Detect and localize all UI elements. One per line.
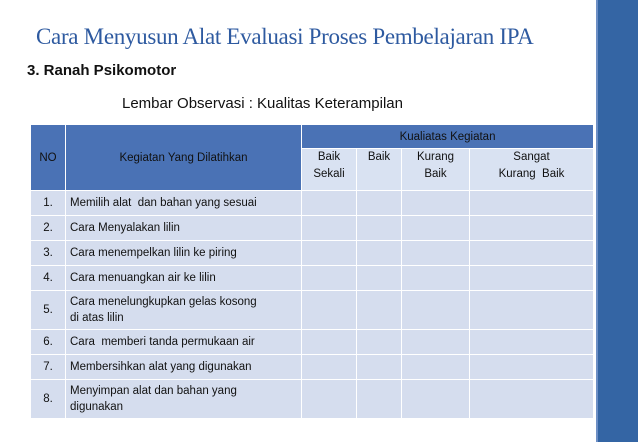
table-row: [31, 241, 594, 266]
rating-cell[interactable]: [402, 216, 470, 241]
rating-line1: Kurang: [416, 151, 455, 163]
section-heading: 3. Ranah Psikomotor: [27, 62, 177, 79]
table-row: [31, 216, 594, 241]
header-activity: Kegiatan Yang Dilatihkan: [66, 125, 302, 191]
row-number: 3.: [31, 241, 66, 266]
header-no: NO: [31, 125, 66, 191]
rating-cell[interactable]: [470, 191, 594, 216]
rating-cell[interactable]: [302, 191, 357, 216]
rating-cell[interactable]: [357, 330, 402, 355]
rating-line1: Baik: [317, 151, 341, 163]
rating-cell[interactable]: [357, 216, 402, 241]
rating-cell[interactable]: [470, 355, 594, 380]
activity-text: Memilih alat dan bahan yang sesuai: [70, 197, 257, 209]
row-number: 6.: [31, 330, 66, 355]
observation-table: [30, 124, 594, 419]
rating-cell[interactable]: [402, 291, 470, 330]
row-activity: [66, 330, 302, 355]
row-number: 1.: [31, 191, 66, 216]
rating-line2: Kurang Baik: [498, 168, 565, 180]
row-activity: [66, 216, 302, 241]
rating-cell[interactable]: [402, 266, 470, 291]
table-row: [31, 355, 594, 380]
row-activity: [66, 291, 302, 330]
header-rating-sangat-kurang-baik: [470, 149, 594, 191]
slide-title: Cara Menyusun Alat Evaluasi Proses Pembelajaran IPA: [36, 24, 534, 49]
rating-cell[interactable]: [357, 266, 402, 291]
row-activity: [66, 355, 302, 380]
rating-cell[interactable]: [302, 330, 357, 355]
table-row: [31, 291, 594, 330]
table-row: [31, 330, 594, 355]
rating-cell[interactable]: [302, 241, 357, 266]
row-activity: [66, 241, 302, 266]
row-activity: [66, 380, 302, 419]
rating-cell[interactable]: [357, 355, 402, 380]
slide-side-bar: [596, 0, 638, 442]
activity-text: Membersihkan alat yang digunakan: [70, 361, 252, 373]
activity-text: Cara menelungkupkan gelas kosong: [70, 296, 257, 308]
header-quality-group: Kualiatas Kegiatan: [302, 125, 594, 149]
row-number: 2.: [31, 216, 66, 241]
rating-line2: Baik: [424, 168, 447, 180]
table-caption: Lembar Observasi : Kualitas Keterampilan: [122, 95, 403, 112]
row-number: 4.: [31, 266, 66, 291]
activity-text: Cara Menyalakan lilin: [70, 222, 180, 234]
table-row: [31, 266, 594, 291]
rating-cell[interactable]: [470, 330, 594, 355]
rating-cell[interactable]: [470, 241, 594, 266]
activity-text: Cara memberi tanda permukaan air: [70, 336, 255, 348]
rating-cell[interactable]: [470, 380, 594, 419]
rating-cell[interactable]: [357, 241, 402, 266]
activity-text: Menyimpan alat dan bahan yang: [70, 385, 237, 397]
rating-cell[interactable]: [302, 355, 357, 380]
rating-cell[interactable]: [302, 216, 357, 241]
rating-cell[interactable]: [302, 291, 357, 330]
rating-cell[interactable]: [402, 241, 470, 266]
rating-cell[interactable]: [402, 380, 470, 419]
rating-cell[interactable]: [357, 191, 402, 216]
rating-cell[interactable]: [470, 266, 594, 291]
rating-cell[interactable]: [302, 266, 357, 291]
activity-text: Cara menuangkan air ke lilin: [70, 272, 216, 284]
table-row: [31, 191, 594, 216]
row-number: 5.: [31, 291, 66, 330]
row-number: 7.: [31, 355, 66, 380]
rating-cell[interactable]: [470, 216, 594, 241]
rating-line2: Sekali: [313, 168, 345, 180]
side-bar-accent: [596, 0, 598, 442]
activity-text: digunakan: [70, 401, 124, 413]
table-row: [31, 380, 594, 419]
activity-text: Cara menempelkan lilin ke piring: [70, 247, 237, 259]
activity-text: di atas lilin: [70, 312, 124, 324]
header-rating-kurang-baik: [402, 149, 470, 191]
rating-cell[interactable]: [402, 355, 470, 380]
row-activity: [66, 266, 302, 291]
rating-cell[interactable]: [357, 380, 402, 419]
header-rating-baik-sekali: [302, 149, 357, 191]
rating-cell[interactable]: [357, 291, 402, 330]
rating-line1: Baik: [367, 151, 391, 163]
rating-cell[interactable]: [470, 291, 594, 330]
rating-line1: Sangat: [513, 151, 550, 163]
header-rating-baik: [357, 149, 402, 191]
row-number: 8.: [31, 380, 66, 419]
rating-cell[interactable]: [402, 330, 470, 355]
rating-cell[interactable]: [402, 191, 470, 216]
rating-cell[interactable]: [302, 380, 357, 419]
row-activity: [66, 191, 302, 216]
